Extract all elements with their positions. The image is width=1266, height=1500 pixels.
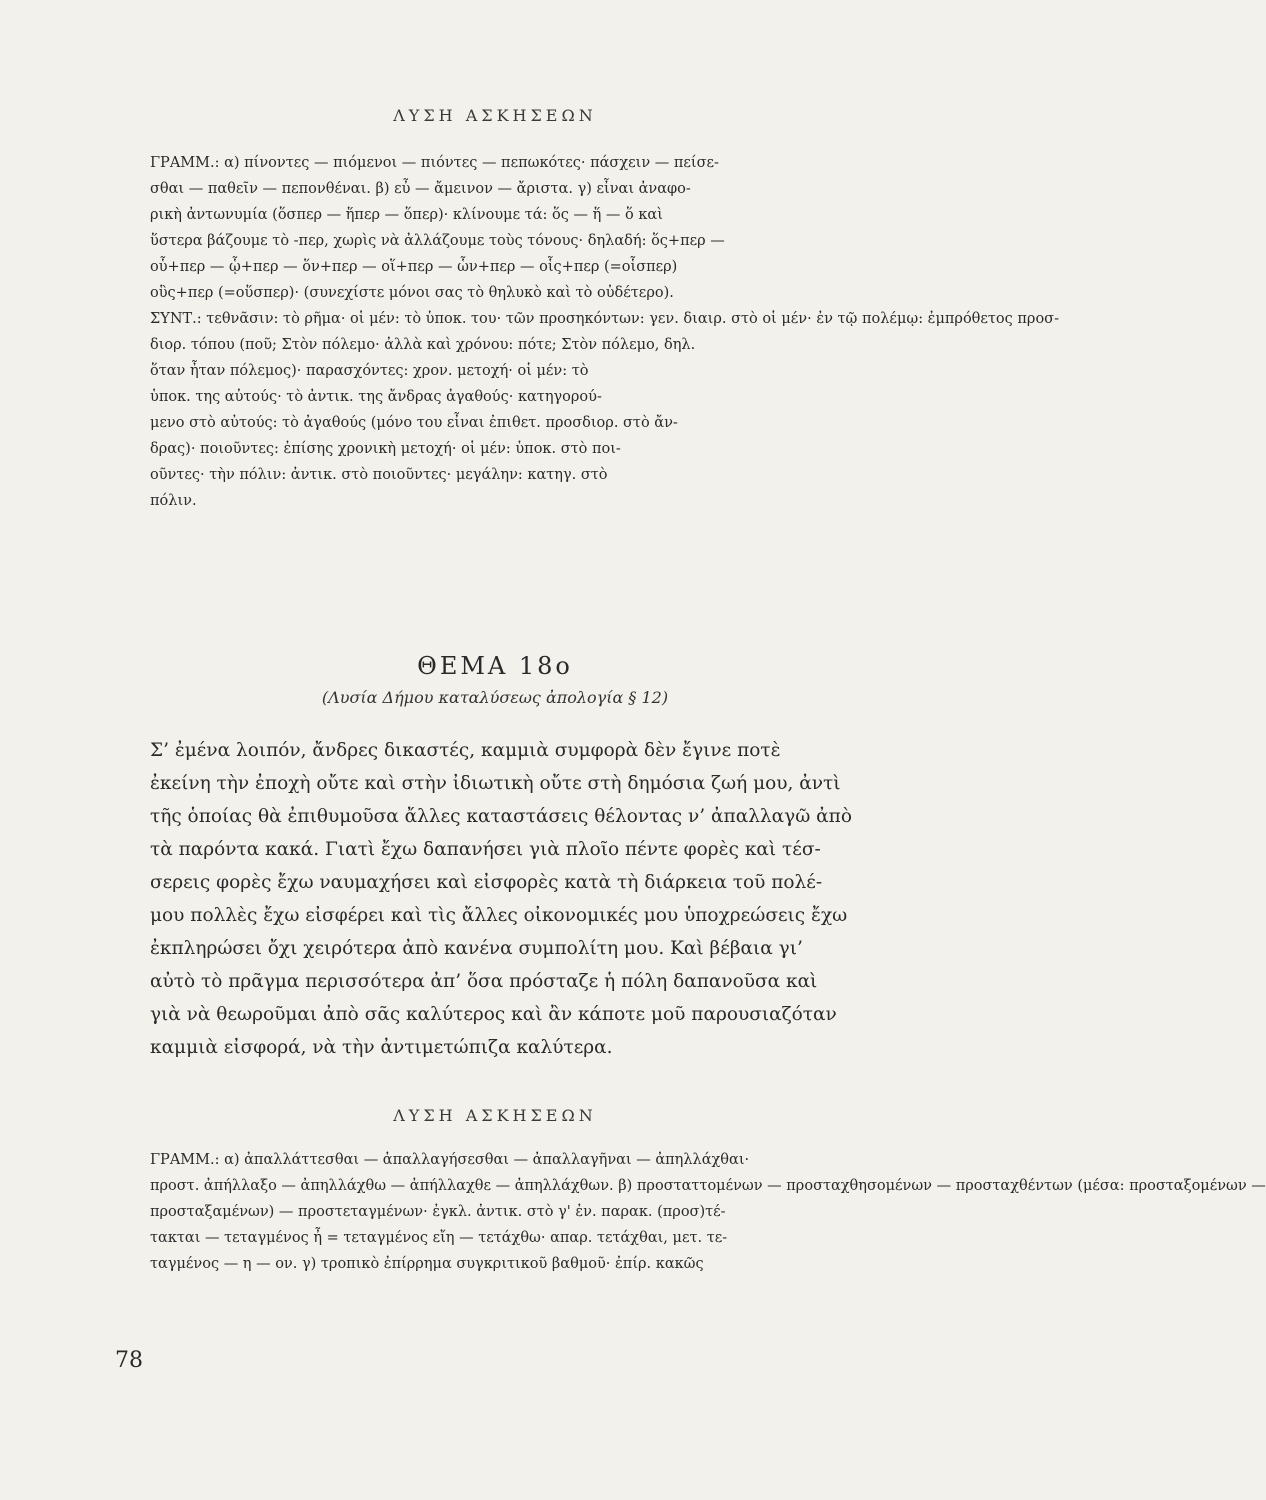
page-number: 78: [115, 1348, 143, 1373]
text-line: ὅταν ἦταν πόλεμος)· παρασχόντες: χρον. μετοχή· οἱ μέν: τὸ: [150, 363, 589, 379]
text-line: οῦντες· τὴν πόλιν: ἀντικ. στὸ ποιοῦντες· μεγάλην: κατηγ. στὸ: [150, 467, 608, 483]
solution-block-1: [150, 150, 1059, 514]
text-line: ὑποκ. της αὐτούς· τὸ ἀντικ. της ἄνδρας ἀγαθούς· κατηγορού-: [150, 389, 602, 405]
text-line: Σ’ ἐμένα λοιπόν, ἄνδρες δικαστές, καμμιὰ συμφορὰ δὲν ἔγινε ποτὲ: [150, 740, 781, 761]
theme-source: (Λυσία Δήμου καταλύσεως ἀπολογία § 12): [321, 688, 669, 707]
text-line: ρικὴ ἀντωνυμία (ὅσπερ — ἥπερ — ὅπερ)· κλίνουμε τά: ὅς — ἥ — ὅ καὶ: [150, 207, 663, 223]
text-line: διορ. τόπου (ποῦ; Στὸν πόλεμο· ἀλλὰ καὶ χρόνου: πότε; Στὸν πόλεμο, δηλ.: [150, 337, 696, 353]
text-line: γιὰ νὰ θεωροῦμαι ἀπὸ σᾶς καλύτερος καὶ ἂν κάποτε μοῦ παρουσιαζόταν: [150, 1004, 837, 1025]
text-line: πόλιν.: [150, 493, 197, 509]
translation-text: [150, 734, 910, 1064]
text-line: τακται — τεταγμένος ἦ = τεταγμένος εἴη — τετάχθω· απαρ. τετάχθαι, μετ. τε-: [150, 1230, 728, 1246]
text-line: τὰ παρόντα κακά. Γιατὶ ἔχω δαπανήσει γιὰ πλοῖο πέντε φορὲς καὶ τέσ-: [150, 839, 821, 860]
text-line: σερεις φορὲς ἔχω ναυμαχήσει καὶ εἰσφορὲς κατὰ τὴ διάρκεια τοῦ πολέ-: [150, 872, 823, 893]
text-line: μενο στὸ αὐτούς: τὸ ἀγαθούς (μόνο του εἶναι ἐπιθετ. προσδιορ. στὸ ἄν-: [150, 415, 678, 431]
text-line: ΓΡΑΜΜ.: α) ἀπαλλάττεσθαι — ἀπαλλαγήσεσθαι — ἀπαλλαγῆναι — ἀπηλλάχθαι·: [150, 1152, 750, 1168]
text-line: καμμιὰ εἰσφορά, νὰ τὴν ἀντιμετώπιζα καλύτερα.: [150, 1037, 613, 1058]
text-line: ἐκείνη τὴν ἐποχὴ οὔτε καὶ στὴν ἰδιωτικὴ οὔτε στὴ δημόσια ζωή μου, ἀντὶ: [150, 773, 841, 794]
text-line: οὓς+περ (=οὕσπερ)· (συνεχίστε μόνοι σας τὸ θηλυκὸ καὶ τὸ οὐδέτερο).: [150, 285, 674, 301]
section-heading-top: ΛΥΣΗ ΑΣΚΗΣΕΩΝ: [393, 106, 597, 125]
text-line: σθαι — παθεῖν — πεπονθέναι. β) εὖ — ἄμεινον — ἄριστα. γ) εἶναι ἀναφο-: [150, 181, 691, 197]
text-line: προσταξαμένων) — προστεταγμένων· ἐγκλ. ἀντικ. στὸ γ' ἐν. παρακ. (προσ)τέ-: [150, 1204, 726, 1220]
solution-block-2: [150, 1147, 1266, 1277]
theme-title: ΘΕΜΑ 18ο: [417, 652, 573, 680]
text-line: προστ. ἀπήλλαξο — ἀπηλλάχθω — ἀπήλλαχθε — ἀπηλλάχθων. β) προσταττομένων — προσταχθησομένων — προσταχθέντων (μέσα: προσταξομένων —: [150, 1178, 1266, 1194]
text-line: ΣΥΝΤ.: τεθνᾶσιν: τὸ ρῆμα· οἱ μέν: τὸ ὑποκ. του· τῶν προσηκόντων: γεν. διαιρ. στὸ οἱ μέν· ἐν τῷ πολέμῳ: ἐμπρόθετος προσ-: [150, 311, 1059, 327]
text-line: μου πολλὲς ἔχω εἰσφέρει καὶ τὶς ἄλλες οἰκονομικές μου ὑποχρεώσεις ἔχω: [150, 905, 848, 926]
text-line: ἐκπληρώσει ὄχι χειρότερα ἀπὸ κανένα συμπολίτη μου. Καὶ βέβαια γι’: [150, 938, 803, 959]
text-line: αὐτὸ τὸ πρᾶγμα περισσότερα ἀπ’ ὅσα πρόσταζε ἡ πόλη δαπανοῦσα καὶ: [150, 971, 818, 992]
text-line: ΓΡΑΜΜ.: α) πίνοντες — πιόμενοι — πιόντες — πεπωκότες· πάσχειν — πείσε-: [150, 155, 719, 171]
text-line: οὗ+περ — ᾧ+περ — ὅν+περ — οἵ+περ — ὧν+περ — οἷς+περ (=οἷσπερ): [150, 259, 678, 275]
text-line: τῆς ὁποίας θὰ ἐπιθυμοῦσα ἄλλες καταστάσεις θέλοντας ν’ ἀπαλλαγῶ ἀπὸ: [150, 806, 852, 827]
section-heading-bottom: ΛΥΣΗ ΑΣΚΗΣΕΩΝ: [393, 1106, 597, 1125]
text-line: δρας)· ποιοῦντες: ἐπίσης χρονικὴ μετοχή· οἱ μέν: ὑποκ. στὸ ποι-: [150, 441, 621, 457]
text-line: ταγμένος — η — ον. γ) τροπικὸ ἐπίρρημα συγκριτικοῦ βαθμοῦ· ἐπίρ. κακῶς: [150, 1256, 704, 1272]
text-line: ὕστερα βάζουμε τὸ -περ, χωρὶς νὰ ἀλλάζουμε τοὺς τόνους· δηλαδή: ὅς+περ —: [150, 233, 725, 249]
